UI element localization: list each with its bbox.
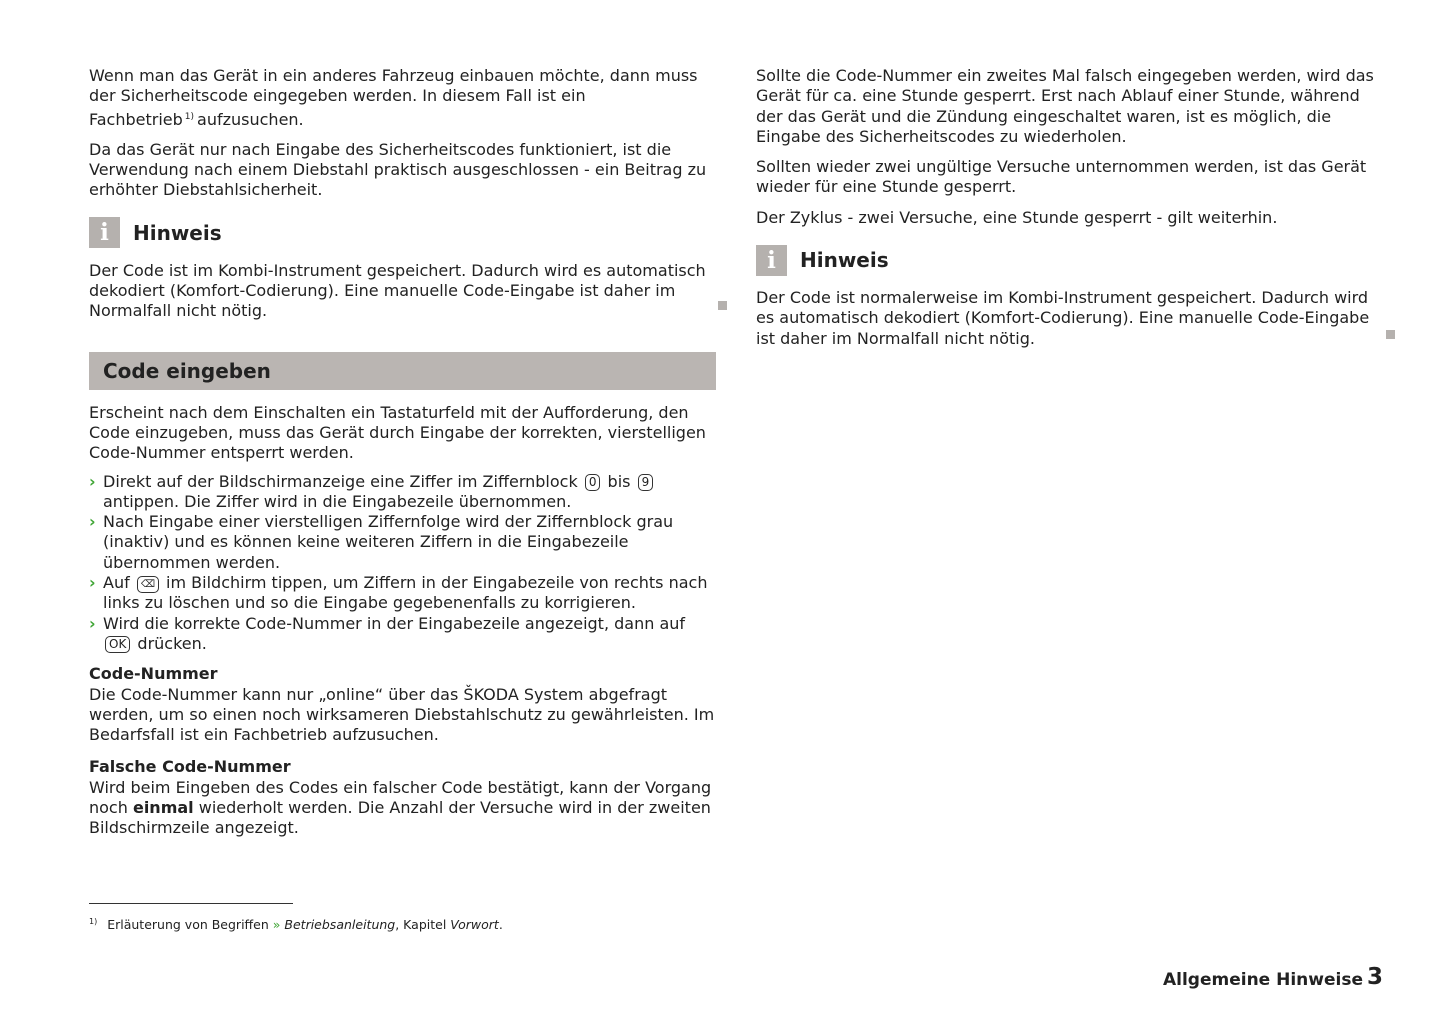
right-paragraph-3: Der Zyklus - zwei Versuche, eine Stunde gesperrt - gilt weiterhin. [756,207,1278,227]
running-head: Allgemeine Hinweise [1163,970,1363,990]
wrong-code-block [89,757,716,838]
list-item: › Auf ⌫ im Bildchirm tippen, um Ziffern in der Eingabezeile von rechts nach links zu löschen und so die Eingabe gegebenenfalls zu korrigieren. [89,573,708,613]
footnote-mark: 1) [89,917,98,926]
info-icon: i [89,217,120,248]
bullet-arrow-icon: › [89,512,96,532]
bullet-arrow-icon: › [89,573,96,593]
chapter-link[interactable]: Vorwort [450,917,499,932]
ok-key-icon: OK [105,636,130,653]
left-column [89,66,716,851]
backspace-key-icon: ⌫ [137,576,159,593]
info-icon: i [756,245,787,276]
note-header [756,244,1386,276]
section-header [89,352,716,390]
code-number-text: Die Code-Nummer kann nur „online“ über das ŠKODA System abgefragt werden, um so einen noch wirksameren Diebstahlschutz zu gewährleisten. Im Bedarfsfall ist ein Fachbetrieb aufzusuchen. [89,684,715,745]
list-item: › Wird die korrekte Code-Nummer in der Eingabezeile angezeigt, dann auf OK drücken. [89,613,686,653]
code-number-block [89,664,716,745]
right-paragraph-1: Sollte die Code-Nummer ein zweites Mal falsch eingegeben werden, wird das Gerät für ca. eine Stunde gesperrt. Erst nach Ablauf einer Stunde, während der das Gerät und die Zündung eingeschaltet waren, ist es möglich, die Eingabe des Sicherheitscodes zu wiederholen. [756,66,1374,146]
cross-reference-arrow-icon: » [272,917,281,932]
section-intro: Erscheint nach dem Einschalten ein Tastaturfeld mit der Aufforderung, den Code einzugeben, muss das Gerät durch Eingabe der korrekten, vierstelligen Code-Nummer entsperrt werden. [89,402,706,463]
intro-paragraph-2: Da das Gerät nur nach Eingabe des Sicherheitscodes funktioniert, ist die Verwendung nach einem Diebstahl praktisch ausgeschlossen - ein Beitrag zu erhöhter Diebstahlsicherheit. [89,139,707,200]
note-title: Hinweis [133,220,222,245]
note-text: Der Code ist normalerweise im Kombi-Instrument gespeichert. Dadurch wird es automatisch dekodiert (Komfort-Codierung). Eine manuelle Code-Eingabe ist daher im Normalfall nicht nötig. [756,288,1370,348]
footnote: $^{1)}$ Erläuterung von Begriffen » Betriebsanleitung, Kapitel Vorwort. [89,917,503,932]
key-0-icon: 0 [585,474,601,491]
note-title: Hinweis [800,248,889,273]
right-column [756,66,1386,349]
footnote-divider [89,903,293,904]
wrong-code-heading: Falsche Code-Nummer [89,757,291,777]
footnote-reference[interactable]: 1) [184,111,195,122]
bullet-arrow-icon: › [89,471,96,491]
right-paragraph-2: Sollten wieder zwei ungültige Versuche unternommen werden, ist das Gerät wieder für eine Stunde gesperrt. [756,157,1367,197]
bullet-arrow-icon: › [89,613,96,633]
section-end-marker [718,301,727,310]
wrong-code-text: Wird beim Eingeben des Codes ein falscher Code bestätigt, kann der Vorgang noch einmal wiederholt werden. Die Anzahl der Versuche wird in der zweiten Bildschirmzeile angezeigt. [89,777,712,838]
list-item: › Direkt auf der Bildschirmanzeige eine Ziffer im Ziffernblock 0 bis 9 antippen. Die Ziffer wird in die Eingabezeile übernommen. [89,472,716,513]
section-title: Code eingeben [103,358,271,383]
list-item: › Nach Eingabe einer vierstelligen Ziffernfolge wird der Ziffernblock grau (inaktiv) und es können keine weiteren Ziffern in die Eingabezeile übernommen werden. [89,512,674,572]
note-header [89,217,716,249]
instruction-list [89,472,716,655]
code-number-heading: Code-Nummer [89,664,218,684]
intro-paragraph-1: Wenn man das Gerät in ein anderes Fahrzeug einbauen möchte, dann muss der Sicherheitscode eingegeben werden. In diesem Fall ist ein Fachbetrieb $^{1)}$ aufzusuchen. [89,66,698,129]
note-text: Der Code ist im Kombi-Instrument gespeichert. Dadurch wird es automatisch dekodiert (Komfort-Codierung). Eine manuelle Code-Eingabe ist daher im Normalfall nicht nötig. [89,260,706,321]
key-9-icon: 9 [638,474,654,491]
page-number: 3 [1367,964,1384,990]
section-end-marker [1386,330,1395,339]
manual-link[interactable]: Betriebsanleitung [284,917,396,932]
